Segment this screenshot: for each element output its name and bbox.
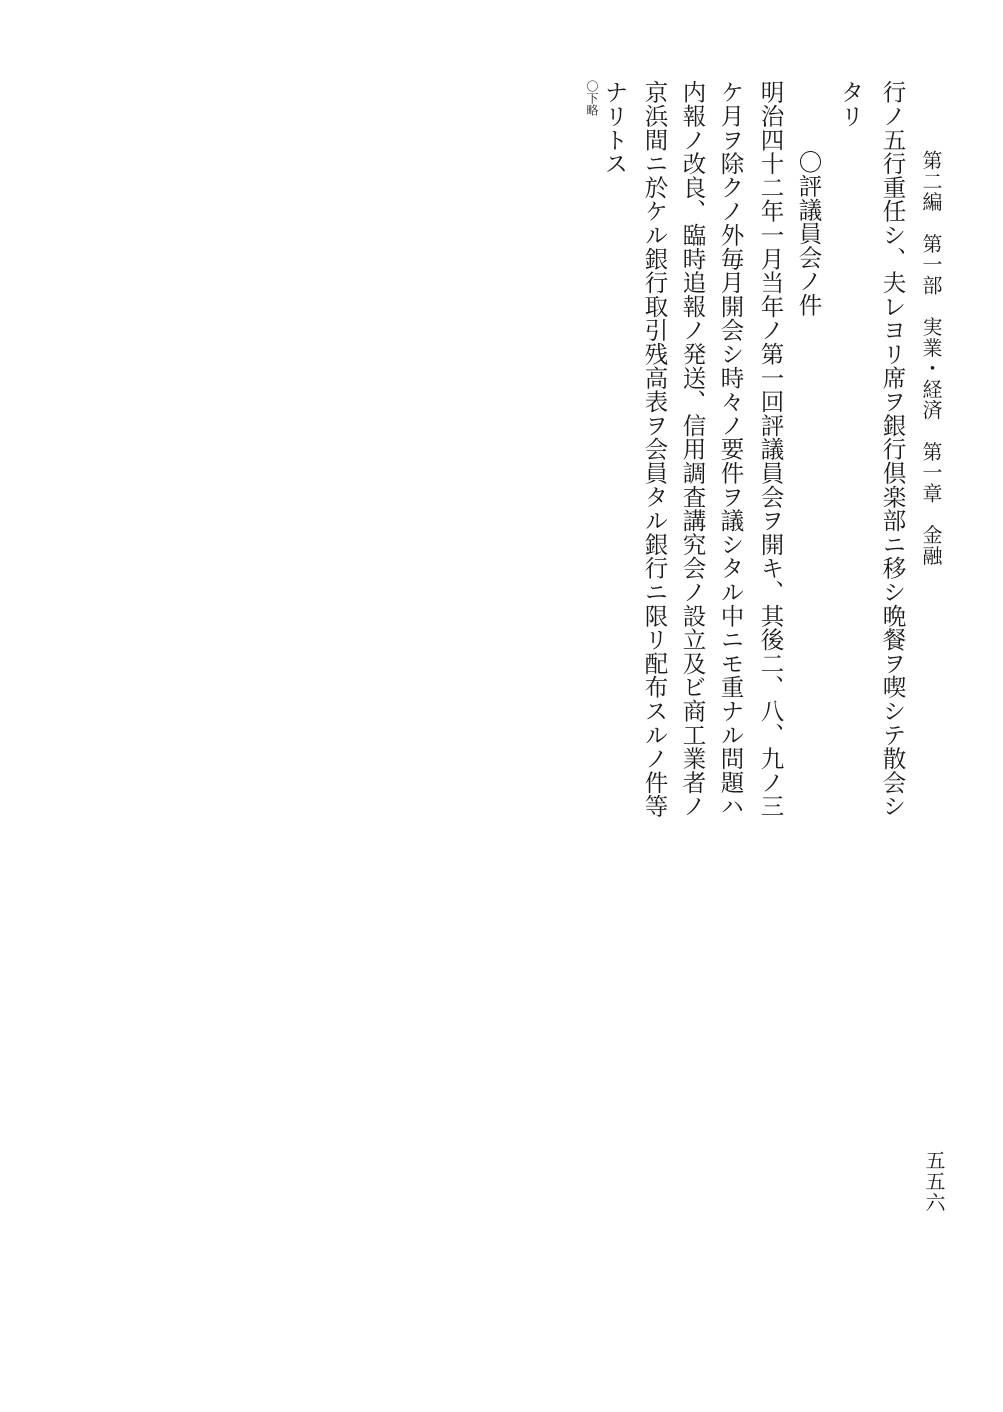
body-line-4: 明治四十二年一月当年ノ第一回評議員会ヲ開キ、其後二、八、九ノ三 — [756, 80, 785, 818]
body-line-2: タリ — [836, 80, 865, 128]
omission-note: 〇下略 — [585, 80, 599, 116]
body-line-5: ケ月ヲ除クノ外毎月開会シ時々ノ要件ヲ議シタル中ニモ重ナル問題ハ — [716, 80, 745, 818]
body-line-7: 京浜間ニ於ケル銀行取引残高表ヲ会員タル銀行ニ限リ配布スルノ件等 — [640, 80, 669, 818]
body-line-6: 内報ノ改良、臨時追報ノ発送、信用調査講究会ノ設立及ビ商工業者ノ — [678, 80, 707, 818]
running-head: 第二編 第一部 実業・経済 第一章 金融 — [919, 150, 943, 566]
section-heading: 〇評議員会ノ件 — [794, 150, 823, 317]
body-line-1: 行ノ五行重任シ、夫レヨリ席ヲ銀行倶楽部ニ移シ晩餐ヲ喫シテ散会シ — [878, 80, 907, 818]
page-number: 五五六 — [922, 1150, 946, 1213]
body-line-8: ナリトス — [600, 80, 629, 176]
